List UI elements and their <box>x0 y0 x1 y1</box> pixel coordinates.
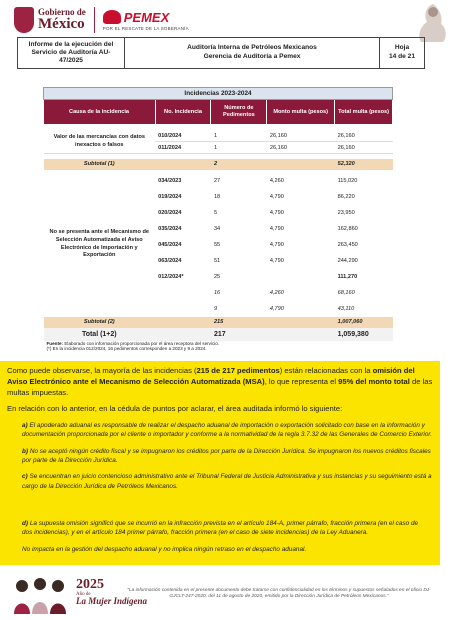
total-value: 115,020 <box>337 177 358 184</box>
col-pedimentos: Número de Pedimentos <box>211 100 267 125</box>
monto-value: 26,160 <box>267 142 335 154</box>
incidence-number: 011/2024 <box>155 142 211 154</box>
table-row <box>44 130 393 142</box>
paragraph-2: En relación con lo anterior, en la cédula de puntos por aclarar, el área auditada informó lo siguiente: <box>7 404 343 414</box>
confidentiality-note: "La información contenida en el presente documento debe tratarse con confidencialidad en los términos y supuestos señalados en el oficio DJ-GJCLT-247-2020, del 11 de agosto de 2020, emitido por la Dirección Jurídica de Petróleos Mexicanos." <box>127 588 431 600</box>
findings-text <box>7 366 435 498</box>
total-value: 26,160 <box>335 142 393 154</box>
header-logos <box>14 4 189 36</box>
total-label: Total (1+2) <box>44 328 156 341</box>
incidents-table <box>43 87 393 352</box>
pemex-name: PEMEX <box>123 9 170 25</box>
monto-value: 4,790 <box>269 305 284 312</box>
document-header <box>17 37 425 69</box>
logo-divider <box>94 7 95 33</box>
total-value: 43,110 <box>337 305 355 312</box>
total-value: 244,290 <box>337 257 358 264</box>
audit-office <box>125 38 380 68</box>
gobierno-line2: México <box>38 16 85 32</box>
subtotal-pedimentos: 2 <box>211 159 267 170</box>
incidence-number: 045/2024 <box>158 241 182 248</box>
findings-continued <box>22 519 430 561</box>
item-a: a) El apoderado aduanal es responsable de realizar el despacho aduanal de importación o exportación solicitado con base en la información y documentación proporcionada por el cliente o importador y conforme a la normatividad de la regla 3.7.32 de las Generales de Comercio Exterior. <box>22 422 433 439</box>
page-label: Hoja <box>394 44 410 52</box>
monto-value: 4,790 <box>269 241 284 248</box>
monto-value: 4,790 <box>269 193 284 200</box>
page-value: 14 de 21 <box>388 53 416 60</box>
page-number <box>380 38 424 68</box>
pedimentos-value: 27 <box>213 177 221 184</box>
total-pedimentos: 217 <box>211 328 267 341</box>
women-illustration-icon <box>10 574 72 614</box>
subtotal-row <box>44 317 393 328</box>
subtotal-label: Subtotal (2) <box>44 317 156 328</box>
incidence-number: 035/2024 <box>158 225 182 232</box>
table-row <box>44 173 393 189</box>
total-value: 263,450 <box>337 241 358 248</box>
item-c: c) Se encuentran en juicio contencioso administrativo ante el Tribunal Federal de Justicia Administrativa y sus instancias y su seguimiento está a cargo de la Dirección Jurídica de Petróleos Mexicanos. <box>22 473 432 490</box>
item-b: b) No se aceptó ningún crédito fiscal y se impugnaron los créditos por parte de la Dirección Jurídica. Se impugnaron los nuevos créditos fiscales por parte de la Dirección Jurídica. <box>22 447 431 464</box>
pedimentos-value: 5 <box>213 209 218 216</box>
pemex-tagline: POR EL RESCATE DE LA SOBERANÍA <box>102 25 189 31</box>
incidence-number: 020/2024 <box>158 209 182 216</box>
total-value: 68,160 <box>337 289 355 296</box>
year-sub: Año de <box>76 592 91 597</box>
cause-1: Valor de las mercancías con datos inexactos o falsos <box>44 130 156 154</box>
incidence-number: 019/2024 <box>158 193 182 200</box>
table-header-row <box>44 100 393 125</box>
incidence-number: 034/2023 <box>158 177 182 184</box>
col-monto: Monto multa (pesos) <box>267 100 335 125</box>
total-row <box>44 328 393 341</box>
incidence-number: 012/2024* <box>158 273 184 280</box>
item-d: d) La supuesta omisión significó que se incurrió en la infracción prevista en el artículo 184-A, primer párrafo, fracción primera (en el caso de dos incidencias), y en el artículo 184 primer párrafo, fracción primera (en el caso de siete incidencias) de la Ley Aduanera. <box>22 520 419 537</box>
incidence-number <box>155 285 211 301</box>
audit-office-line2: Gerencia de Auditoría a Pemex <box>203 53 301 60</box>
subtotal-row <box>44 159 393 170</box>
pedimentos-value: 1 <box>211 130 267 142</box>
total-value: 26,160 <box>335 130 393 142</box>
pedimentos-value: 51 <box>213 257 221 264</box>
pedimentos-value: 18 <box>213 193 221 200</box>
total-value: 162,860 <box>337 225 358 232</box>
source-text: Elaborado con información proporcionada por el área receptora del servicio. <box>63 340 220 346</box>
monto-value: 4,260 <box>269 177 284 184</box>
footnote-text: (*) En la incidencia 012/2024, 16 pedimentos corresponden a 2023 y 9 a 2024. <box>46 346 207 352</box>
incidence-number: 063/2024 <box>158 257 182 264</box>
audit-office-line1: Auditoría Interna de Petróleos Mexicanos <box>187 44 317 52</box>
year-motto: La Mujer Indígena <box>76 596 148 606</box>
total-amount: 1,059,380 <box>335 328 393 341</box>
pemex-logo <box>103 10 189 31</box>
col-total: Total multa (pesos) <box>335 100 393 125</box>
closing-paragraph: No impacta en la gestión del despacho aduanal y no implica ningún retraso en el despacho aduanal. <box>22 545 307 553</box>
subtotal-label: Subtotal (1) <box>44 159 156 170</box>
pedimentos-value: 34 <box>213 225 221 232</box>
pedimentos-value: 16 <box>213 289 221 296</box>
total-value: 111,270 <box>337 273 358 280</box>
subtotal-total: 1,007,060 <box>335 317 393 328</box>
table-title: Incidencias 2023-2024 <box>44 88 393 100</box>
incidence-number <box>155 301 211 317</box>
monto-value: 4,260 <box>269 289 284 296</box>
table-note <box>44 341 393 353</box>
col-cause: Causa de la incidencia <box>44 100 156 125</box>
cause-2: No se presenta ante el Mecanismo de Selección Automatizada el Aviso Electrónico de Importación y Exportación <box>49 229 150 259</box>
pedimentos-value: 55 <box>213 241 221 248</box>
monto-value <box>267 269 335 285</box>
gobierno-line1: Gobierno de <box>38 7 86 17</box>
total-value: 23,950 <box>337 209 355 216</box>
monto-value: 4,790 <box>269 209 284 216</box>
monto-value: 4,790 <box>269 225 284 232</box>
monto-value: 4,790 <box>269 257 284 264</box>
pedimentos-value: 1 <box>211 142 267 154</box>
col-incidence: No. Incidencia <box>155 100 211 125</box>
subtotal-total: 52,320 <box>335 159 393 170</box>
year: 2025 <box>76 577 104 592</box>
paragraph-1: Como puede observarse, la mayoría de las incidencias (215 de 217 pedimentos) están relacionadas con la omisión del Aviso Electrónico ante el Mecanismo de Selección Automatizada (MSA), lo que representa el 95% del monto total de las multas impuestas. <box>7 366 433 397</box>
pedimentos-value: 9 <box>213 305 218 312</box>
monto-value: 26,160 <box>267 130 335 142</box>
report-title: Informe de la ejecución del Servicio de Auditoría AU-47/2025 <box>18 38 125 68</box>
pemex-eagle-icon <box>103 10 121 24</box>
gobierno-logo <box>14 7 86 33</box>
incidence-number: 010/2024 <box>155 130 211 142</box>
source-label: Fuente: <box>46 340 64 346</box>
coat-of-arms-icon <box>14 7 34 33</box>
subtotal-pedimentos: 215 <box>211 317 267 328</box>
total-value: 86,220 <box>337 193 355 200</box>
pedimentos-value: 25 <box>213 273 221 280</box>
